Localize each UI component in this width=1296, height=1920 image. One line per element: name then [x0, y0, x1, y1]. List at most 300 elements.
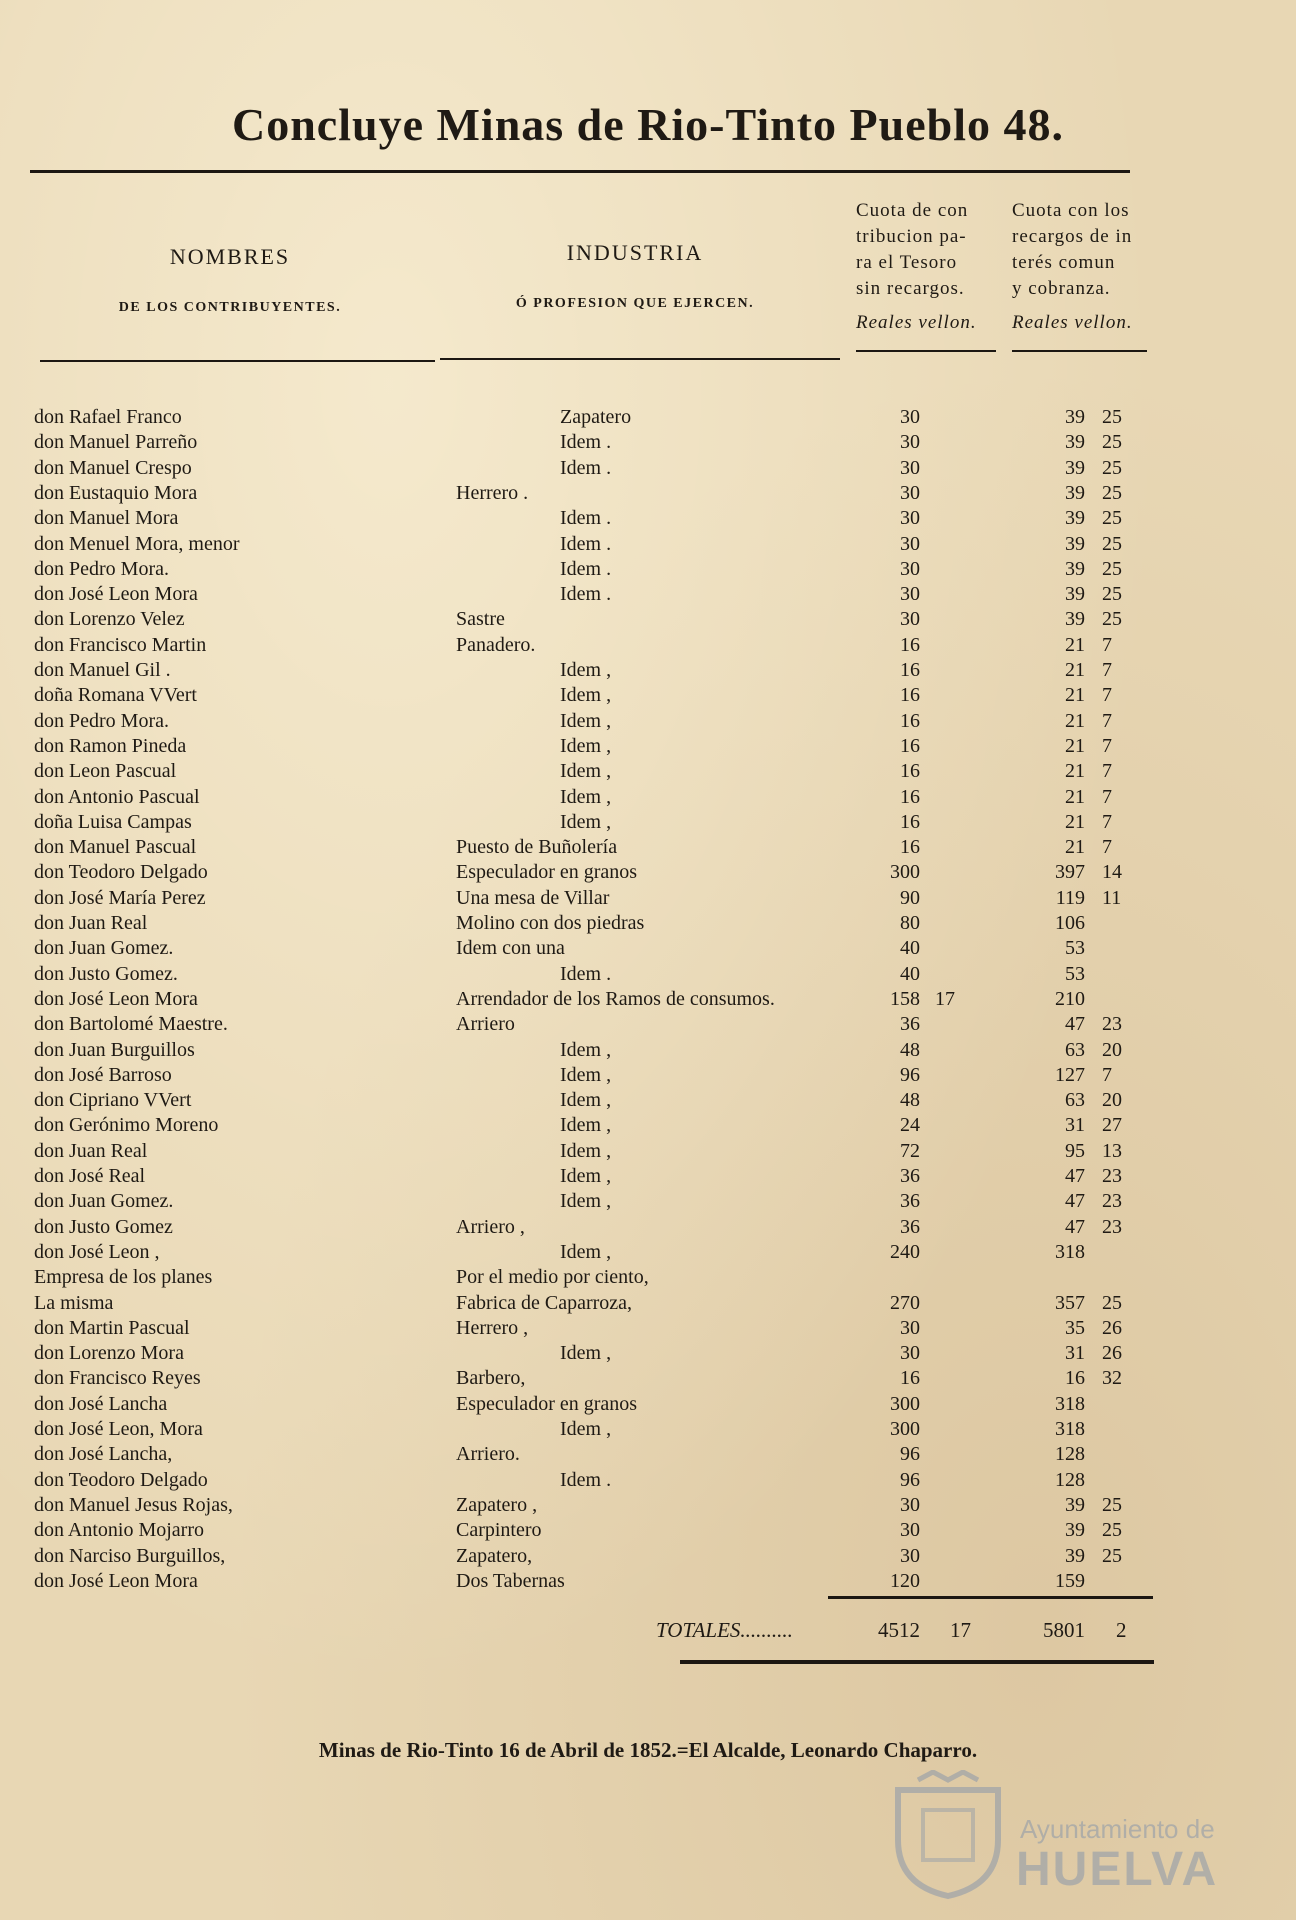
quota-with-surcharge: 21 [1065, 684, 1085, 707]
quota-with-surcharge-fraction: 25 [1102, 583, 1122, 606]
table-row [0, 1568, 1296, 1594]
contributor-name: don Justo Gomez. [34, 962, 178, 985]
header-col1 [856, 198, 996, 336]
industry-cell: Arriero. [456, 1443, 520, 1466]
quota-treasury: 40 [900, 937, 920, 960]
quota-with-surcharge: 39 [1065, 1544, 1085, 1567]
contributor-name: don Martin Pascual [34, 1316, 190, 1339]
quota-with-surcharge: 127 [1055, 1063, 1085, 1086]
quota-with-surcharge-fraction: 25 [1102, 507, 1122, 530]
industry-cell: Arrendador de los Ramos de consumos. [456, 987, 775, 1010]
header-col1-line: tribucion pa- [856, 226, 967, 247]
table-row [0, 986, 1296, 1012]
contributor-name: don José Leon, Mora [34, 1418, 203, 1440]
quota-with-surcharge: 21 [1065, 836, 1085, 859]
industry-cell: Molino con dos piedras [456, 912, 645, 934]
contributor-name: don Leon Pascual [34, 760, 177, 783]
quota-with-surcharge-fraction: 25 [1102, 1519, 1122, 1542]
table-row [0, 682, 1296, 708]
header-col1-line: Cuota de con [856, 200, 969, 221]
quota-with-surcharge-fraction: 23 [1102, 1215, 1122, 1238]
industry-cell: Idem , [560, 785, 612, 808]
quota-with-surcharge-fraction: 14 [1102, 861, 1122, 884]
quota-treasury: 30 [900, 456, 920, 479]
contributor-name: don Menuel Mora, menor [34, 532, 240, 555]
quota-treasury: 30 [900, 532, 920, 555]
quota-with-surcharge: 39 [1065, 1519, 1085, 1542]
table-row [0, 885, 1296, 911]
quota-with-surcharge-fraction: 20 [1102, 1038, 1122, 1061]
industry-cell: Arriero [456, 1013, 515, 1036]
quota-with-surcharge: 39 [1065, 583, 1085, 606]
contributor-name: don Francisco Reyes [34, 1367, 201, 1390]
table-row [0, 1416, 1296, 1442]
table-row [0, 1441, 1296, 1467]
table-row [0, 1391, 1296, 1417]
contributor-name: don Juan Burguillos [34, 1038, 195, 1061]
table-row [0, 1239, 1296, 1265]
quota-with-surcharge: 31 [1065, 1342, 1085, 1365]
contributor-name: don Teodoro Delgado [34, 861, 208, 884]
quota-with-surcharge-fraction: 26 [1102, 1342, 1122, 1365]
quota-with-surcharge-fraction: 25 [1102, 481, 1122, 504]
contributor-name: La misma [34, 1291, 114, 1314]
quota-with-surcharge-fraction: 13 [1102, 1139, 1122, 1162]
industry-cell: Idem , [560, 734, 612, 757]
quota-treasury: 300 [890, 1418, 920, 1440]
quota-with-surcharge: 63 [1065, 1038, 1085, 1061]
contributor-name: don Rafael Franco [34, 406, 182, 428]
table-row [0, 1467, 1296, 1493]
quota-with-surcharge: 21 [1065, 785, 1085, 808]
industry-cell: Por el medio por ciento, [456, 1266, 649, 1289]
contributor-name: don Antonio Pascual [34, 785, 200, 808]
quota-with-surcharge: 159 [1055, 1569, 1085, 1592]
industry-cell: Sastre [456, 608, 505, 631]
header-col1-line: ra el Tesoro [856, 252, 958, 273]
contributor-name: don Justo Gomez [34, 1215, 173, 1238]
header-col2-line: terés comun [1012, 252, 1116, 273]
industry-cell: Barbero, [456, 1367, 526, 1390]
contributor-name: don Manuel Parreño [34, 431, 198, 454]
industry-cell: Idem . [560, 507, 612, 530]
header-col2-line: y cobranza. [1012, 278, 1111, 299]
quota-treasury: 30 [900, 1493, 920, 1516]
table-row [0, 556, 1296, 582]
quota-treasury: 36 [900, 1013, 920, 1036]
contributor-name: don Eustaquio Mora [34, 481, 198, 504]
quota-treasury: 30 [900, 507, 920, 530]
totals-row [0, 1618, 1296, 1648]
quota-with-surcharge: 21 [1065, 709, 1085, 732]
quota-with-surcharge-fraction: 7 [1102, 709, 1112, 732]
quota-with-surcharge-fraction: 23 [1102, 1190, 1122, 1213]
quota-treasury: 30 [900, 1316, 920, 1339]
table-row [0, 1290, 1296, 1316]
contributor-name: don Juan Gomez. [34, 937, 174, 960]
quota-with-surcharge-fraction: 7 [1102, 633, 1112, 656]
industry-cell: Idem , [560, 709, 612, 732]
header-divider-names [40, 360, 435, 362]
quota-treasury: 16 [900, 760, 920, 783]
industry-cell: Idem . [560, 583, 612, 606]
contributor-name: don Juan Real [34, 912, 148, 934]
quota-with-surcharge: 119 [1055, 886, 1085, 909]
industry-cell: Idem , [560, 1165, 612, 1187]
quota-with-surcharge-fraction: 23 [1102, 1013, 1122, 1036]
quota-treasury: 48 [900, 1038, 920, 1061]
header-names: NOMBRES [169, 244, 291, 269]
quota-treasury: 96 [900, 1443, 920, 1466]
table-row [0, 1037, 1296, 1063]
quota-with-surcharge-fraction: 7 [1102, 684, 1112, 707]
table-row [0, 961, 1296, 987]
contributor-name: don José Leon Mora [34, 583, 198, 606]
header-col2 [1012, 198, 1162, 336]
table-row [0, 455, 1296, 481]
industry-cell: Carpintero [456, 1519, 542, 1542]
quota-with-surcharge: 210 [1055, 987, 1085, 1010]
quota-with-surcharge: 39 [1065, 481, 1085, 504]
quota-with-surcharge: 47 [1065, 1190, 1085, 1213]
industry-cell: Idem , [560, 684, 612, 707]
contributor-name: doña Luisa Campas [34, 810, 192, 833]
quota-with-surcharge: 47 [1065, 1165, 1085, 1187]
contributor-name: don Manuel Jesus Rojas, [34, 1493, 233, 1516]
table-row [0, 505, 1296, 531]
quota-treasury: 36 [900, 1165, 920, 1187]
quota-with-surcharge: 53 [1065, 937, 1085, 960]
quota-treasury: 30 [900, 481, 920, 504]
quota-with-surcharge-fraction: 7 [1102, 760, 1112, 783]
header-industry-sub: Ó PROFESION QUE EJERCEN. [515, 296, 755, 311]
contributor-name: don Juan Real [34, 1139, 148, 1162]
table-row [0, 404, 1296, 430]
contributor-name: don José Lancha, [34, 1443, 173, 1466]
quota-with-surcharge: 47 [1065, 1013, 1085, 1036]
quota-treasury: 30 [900, 431, 920, 454]
quota-treasury: 30 [900, 1544, 920, 1567]
quota-treasury: 30 [900, 406, 920, 428]
quota-with-surcharge: 31 [1065, 1114, 1085, 1137]
contributor-name: don Teodoro Delgado [34, 1468, 208, 1491]
table-row [0, 1365, 1296, 1391]
industry-cell: Idem con una [456, 937, 565, 960]
quota-treasury: 96 [900, 1063, 920, 1086]
industry-cell: Puesto de Buñolería [456, 836, 618, 859]
table-row [0, 429, 1296, 455]
quota-with-surcharge-fraction: 7 [1102, 734, 1112, 757]
quota-with-surcharge-fraction: 25 [1102, 1291, 1122, 1314]
industry-cell: Idem , [560, 760, 612, 783]
quota-with-surcharge: 63 [1065, 1089, 1085, 1112]
quota-treasury: 90 [900, 886, 920, 909]
quota-with-surcharge: 128 [1055, 1443, 1085, 1466]
title-rule [30, 170, 1130, 173]
contributor-name: don José Barroso [34, 1063, 172, 1086]
header-col1-unit: Reales vellon. [856, 312, 977, 333]
contributor-name: don Gerónimo Moreno [34, 1114, 219, 1137]
quota-with-surcharge: 39 [1065, 532, 1085, 555]
quota-with-surcharge: 39 [1065, 456, 1085, 479]
table-row [0, 1062, 1296, 1088]
totals-c1b: 17 [950, 1618, 971, 1642]
quota-treasury-fraction: 17 [935, 987, 955, 1010]
industry-cell: Herrero . [456, 481, 529, 504]
industry-cell: Especulador en granos [456, 861, 638, 884]
quota-with-surcharge: 35 [1065, 1316, 1085, 1339]
quota-with-surcharge-fraction: 26 [1102, 1316, 1122, 1339]
industry-cell: Idem . [560, 456, 612, 479]
quota-with-surcharge: 128 [1055, 1468, 1085, 1491]
quota-with-surcharge: 39 [1065, 608, 1085, 631]
table-row [0, 1112, 1296, 1138]
table-row [0, 1011, 1296, 1037]
quota-with-surcharge-fraction: 25 [1102, 608, 1122, 631]
quota-with-surcharge: 21 [1065, 633, 1085, 656]
quota-with-surcharge-fraction: 25 [1102, 1493, 1122, 1516]
quota-with-surcharge: 53 [1065, 962, 1085, 985]
quota-treasury: 30 [900, 1342, 920, 1365]
quota-treasury: 30 [900, 608, 920, 631]
quota-with-surcharge: 318 [1055, 1418, 1085, 1440]
quota-with-surcharge: 21 [1065, 659, 1085, 681]
table-row [0, 809, 1296, 835]
quota-with-surcharge-fraction: 11 [1102, 886, 1122, 909]
contributor-name: don Cipriano VVert [34, 1089, 192, 1112]
industry-cell: Zapatero, [456, 1544, 533, 1567]
quota-with-surcharge: 16 [1065, 1367, 1085, 1390]
quota-treasury: 16 [900, 659, 920, 681]
contributor-name: don Antonio Mojarro [34, 1519, 204, 1542]
table-row [0, 1264, 1296, 1290]
quota-with-surcharge: 318 [1055, 1240, 1085, 1263]
header-col1-line: sin recargos. [856, 278, 965, 299]
quota-with-surcharge: 106 [1055, 912, 1085, 934]
quota-treasury: 16 [900, 1367, 920, 1390]
contributor-name: don Manuel Mora [34, 507, 179, 530]
industry-cell: Zapatero [560, 406, 632, 428]
archive-watermark [880, 1760, 1230, 1910]
industry-cell: Herrero , [456, 1316, 529, 1339]
quota-treasury: 16 [900, 785, 920, 808]
industry-cell: Idem . [560, 962, 612, 985]
contributor-name: don José Leon Mora [34, 987, 198, 1010]
quota-with-surcharge: 39 [1065, 406, 1085, 428]
quota-with-surcharge-fraction: 25 [1102, 532, 1122, 555]
table-row [0, 581, 1296, 607]
quota-treasury: 36 [900, 1215, 920, 1238]
quota-treasury: 270 [890, 1291, 920, 1314]
table-row [0, 1138, 1296, 1164]
quota-treasury: 30 [900, 583, 920, 606]
contributor-name: don Manuel Pascual [34, 836, 197, 859]
quota-with-surcharge: 95 [1065, 1139, 1085, 1162]
industry-cell: Idem , [560, 659, 612, 681]
contributor-name: don Manuel Gil . [34, 659, 171, 681]
industry-cell: Fabrica de Caparroza, [456, 1291, 633, 1314]
contributor-name: don Lorenzo Velez [34, 608, 185, 631]
industry-cell: Panadero. [456, 633, 536, 656]
industry-cell: Idem . [560, 532, 612, 555]
quota-with-surcharge-fraction: 25 [1102, 557, 1122, 580]
industry-cell: Idem , [560, 1342, 612, 1365]
industry-cell: Idem , [560, 1139, 612, 1162]
quota-with-surcharge: 47 [1065, 1215, 1085, 1238]
table-row [0, 1214, 1296, 1240]
table-row [0, 606, 1296, 632]
table-row [0, 910, 1296, 936]
industry-cell: Idem , [560, 1190, 612, 1213]
quota-with-surcharge: 39 [1065, 1493, 1085, 1516]
contributor-name: don Bartolomé Maestre. [34, 1013, 228, 1036]
quota-treasury: 240 [890, 1240, 920, 1263]
table-row [0, 1188, 1296, 1214]
quota-with-surcharge-fraction: 7 [1102, 1063, 1112, 1086]
quota-with-surcharge-fraction: 23 [1102, 1165, 1122, 1187]
industry-cell: Idem , [560, 1240, 612, 1263]
watermark-line1: Ayuntamiento de [1020, 1814, 1215, 1844]
contributor-name: don José Real [34, 1165, 146, 1187]
quota-with-surcharge-fraction: 7 [1102, 836, 1112, 859]
table-row [0, 1543, 1296, 1569]
table-row [0, 784, 1296, 810]
contributor-name: don Ramon Pineda [34, 734, 187, 757]
totals-c2b: 2 [1116, 1618, 1127, 1642]
contributor-name: doña Romana VVert [34, 684, 197, 707]
table-row [0, 1087, 1296, 1113]
industry-cell: Idem . [560, 1468, 612, 1491]
quota-with-surcharge-fraction: 7 [1102, 785, 1112, 808]
industry-cell: Idem , [560, 1114, 612, 1137]
industry-cell: Especulador en granos [456, 1392, 638, 1415]
quota-with-surcharge: 397 [1055, 861, 1085, 884]
table-row [0, 1517, 1296, 1543]
totals-rule-bottom [680, 1660, 1154, 1664]
industry-cell: Una mesa de Villar [456, 886, 610, 909]
contributor-name: don Juan Gomez. [34, 1190, 174, 1213]
table-row [0, 834, 1296, 860]
quota-treasury: 300 [890, 861, 920, 884]
contributor-name: don José Leon , [34, 1240, 160, 1263]
table-row [0, 733, 1296, 759]
table-row [0, 1340, 1296, 1366]
industry-cell: Arriero , [456, 1215, 525, 1238]
contributor-name: don Lorenzo Mora [34, 1342, 184, 1365]
quota-with-surcharge: 21 [1065, 810, 1085, 833]
quota-with-surcharge: 39 [1065, 557, 1085, 580]
watermark-line2: HUELVA [1016, 1843, 1219, 1896]
quota-with-surcharge-fraction: 25 [1102, 406, 1122, 428]
header-industry: INDUSTRIA [566, 240, 704, 265]
quota-with-surcharge-fraction: 7 [1102, 810, 1112, 833]
header-col2-line: recargos de in [1012, 226, 1133, 247]
quota-treasury: 16 [900, 684, 920, 707]
totals-c2: 5801 [1043, 1618, 1085, 1642]
footer-signature: Minas de Rio-Tinto 16 de Abril de 1852.=El Alcalde, Leonardo Chaparro. [318, 1738, 978, 1762]
totals-label: TOTALES.......... [656, 1618, 793, 1642]
contributor-name: don Pedro Mora. [34, 557, 169, 580]
quota-with-surcharge-fraction: 25 [1102, 1544, 1122, 1567]
quota-with-surcharge: 39 [1065, 431, 1085, 454]
table-row [0, 1163, 1296, 1189]
quota-treasury: 16 [900, 709, 920, 732]
quota-treasury: 48 [900, 1089, 920, 1112]
quota-treasury: 158 [890, 987, 920, 1010]
contributor-name: don Manuel Crespo [34, 456, 192, 479]
crest-icon [888, 1770, 1008, 1900]
quota-with-surcharge: 21 [1065, 734, 1085, 757]
table-row [0, 480, 1296, 506]
industry-cell: Idem , [560, 810, 612, 833]
quota-treasury: 36 [900, 1190, 920, 1213]
table-row [0, 657, 1296, 683]
table-row [0, 1492, 1296, 1518]
page-title: Concluye Minas de Rio-Tinto Pueblo 48. [232, 99, 1064, 150]
quota-with-surcharge-fraction: 7 [1102, 659, 1112, 681]
contributor-name: Empresa de los planes [34, 1266, 213, 1289]
quota-treasury: 80 [900, 912, 920, 934]
header-divider-industry [440, 358, 840, 360]
industry-cell: Dos Tabernas [456, 1569, 565, 1592]
quota-with-surcharge: 357 [1055, 1291, 1085, 1314]
quota-treasury: 16 [900, 836, 920, 859]
quota-treasury: 16 [900, 633, 920, 656]
quota-treasury: 72 [900, 1139, 920, 1162]
table-row [0, 935, 1296, 961]
industry-cell: Idem , [560, 1089, 612, 1112]
quota-treasury: 30 [900, 557, 920, 580]
quota-treasury: 30 [900, 1519, 920, 1542]
header-col2-line: Cuota con los [1012, 200, 1130, 221]
contributor-name: don José María Perez [34, 886, 206, 909]
industry-cell: Zapatero , [456, 1493, 538, 1516]
quota-treasury: 24 [900, 1114, 920, 1137]
industry-cell: Idem . [560, 557, 612, 580]
quota-treasury: 40 [900, 962, 920, 985]
quota-with-surcharge-fraction: 25 [1102, 431, 1122, 454]
contributor-name: don Pedro Mora. [34, 709, 169, 732]
quota-treasury: 300 [890, 1392, 920, 1415]
quota-treasury: 120 [890, 1569, 920, 1592]
table-row [0, 531, 1296, 557]
contributor-name: don José Lancha [34, 1392, 168, 1415]
table-row [0, 1315, 1296, 1341]
header-col2-unit: Reales vellon. [1012, 312, 1133, 333]
quota-treasury: 16 [900, 734, 920, 757]
quota-with-surcharge: 21 [1065, 760, 1085, 783]
quota-with-surcharge-fraction: 32 [1102, 1367, 1122, 1390]
table-row [0, 708, 1296, 734]
header-divider-col2 [1012, 350, 1147, 352]
header-names-sub: DE LOS CONTRIBUYENTES. [118, 300, 342, 315]
industry-cell: Idem , [560, 1063, 612, 1086]
quota-with-surcharge-fraction: 27 [1102, 1114, 1122, 1137]
quota-with-surcharge: 39 [1065, 507, 1085, 530]
table-row [0, 859, 1296, 885]
quota-with-surcharge-fraction: 20 [1102, 1089, 1122, 1112]
quota-with-surcharge-fraction: 25 [1102, 456, 1122, 479]
industry-cell: Idem . [560, 431, 612, 454]
table-row [0, 758, 1296, 784]
quota-treasury: 16 [900, 810, 920, 833]
contributor-name: don Narciso Burguillos, [34, 1544, 226, 1567]
totals-rule-top [828, 1596, 1153, 1599]
quota-treasury: 96 [900, 1468, 920, 1491]
contributor-name: don José Leon Mora [34, 1569, 198, 1592]
header-divider-col1 [856, 350, 996, 352]
totals-c1: 4512 [878, 1618, 920, 1642]
